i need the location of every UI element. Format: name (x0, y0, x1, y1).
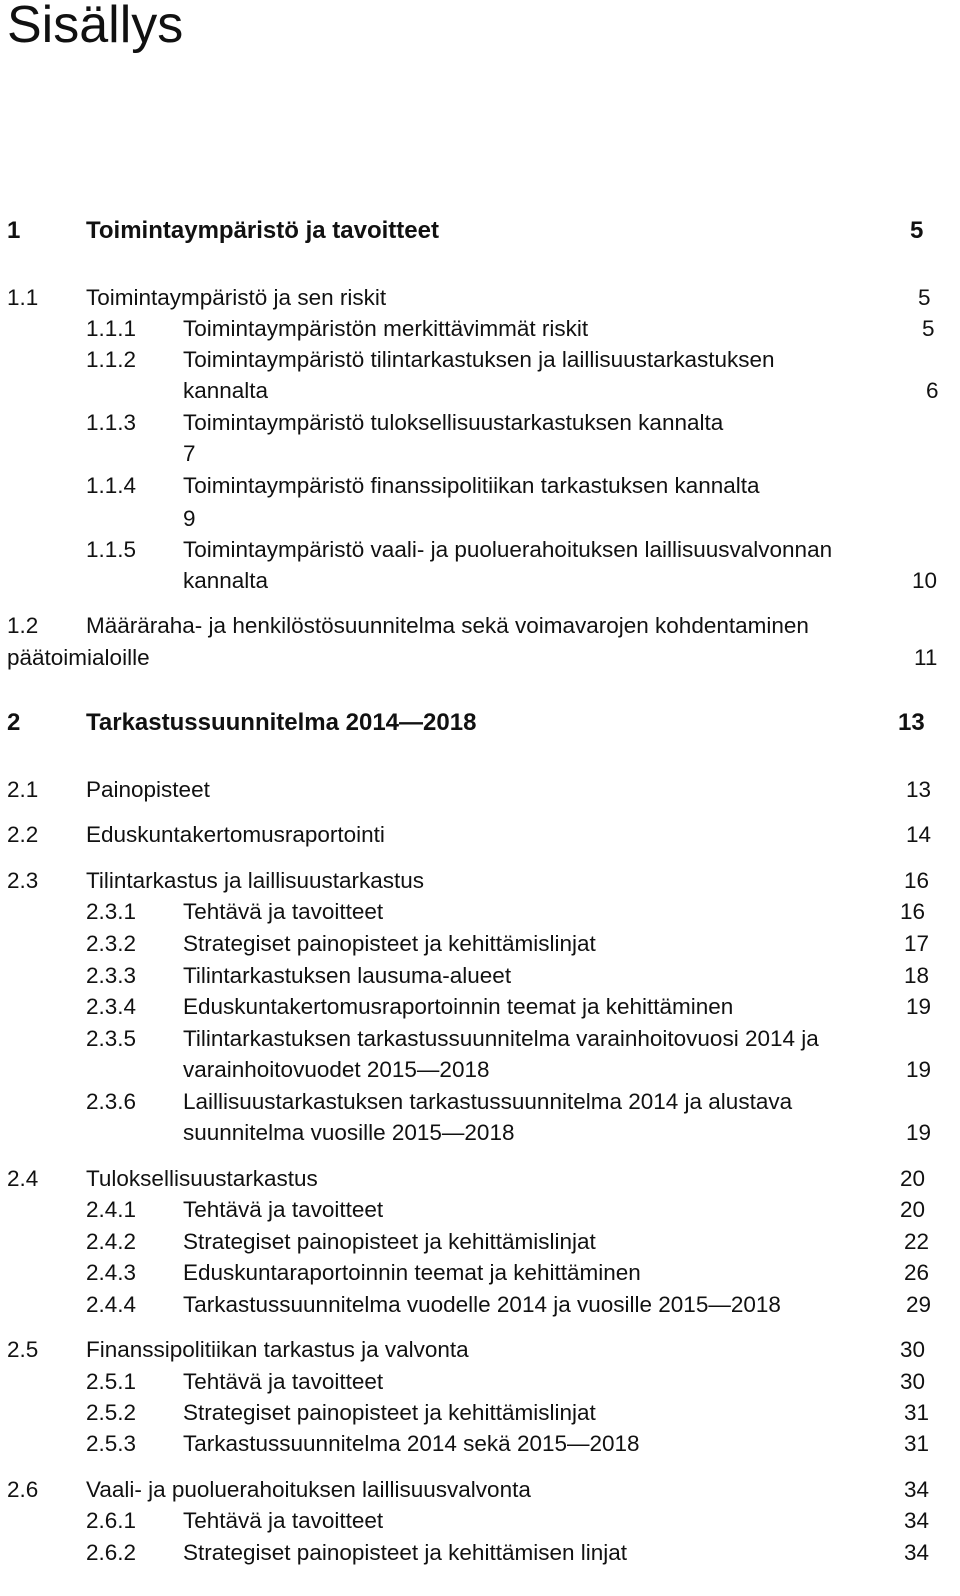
toc-title: Tehtävä ja tavoitteet (183, 1197, 384, 1222)
toc-number: 2.3.2 (86, 931, 137, 956)
toc-title: Toimintaympäristö tilintarkastuksen ja laillisuustarkastuksen (183, 347, 775, 372)
toc-title: Tilintarkastuksen tarkastussuunnitelma varainhoitovuosi 2014 ja (183, 1026, 819, 1051)
toc-title: Tuloksellisuustarkastus (86, 1166, 318, 1191)
toc-page: 31 (904, 1431, 930, 1456)
toc-number: 2.4.4 (86, 1292, 137, 1317)
toc-page: 34 (904, 1477, 930, 1502)
toc-title: Toimintaympäristön merkittävimmät riskit (183, 316, 589, 341)
toc-page: 17 (904, 931, 930, 956)
toc-number: 1.1.4 (86, 473, 137, 498)
toc-title: Strategiset painopisteet ja kehittämislinjat (183, 1229, 596, 1254)
toc-title: Eduskuntakertomusraportoinnin teemat ja kehittäminen (183, 994, 734, 1019)
toc-number: 2.3.3 (86, 963, 137, 988)
toc-page: 29 (906, 1292, 932, 1317)
toc-number: 1.1.3 (86, 410, 137, 435)
page-title: Sisällys (7, 0, 184, 54)
toc-title: Eduskuntaraportoinnin teemat ja kehittäminen (183, 1260, 641, 1285)
toc-title: Tehtävä ja tavoitteet (183, 899, 384, 924)
toc-title: Tarkastussuunnitelma vuodelle 2014 ja vuosille 2015—2018 (183, 1292, 781, 1317)
toc-page: 18 (904, 963, 930, 988)
toc-number: 2.5.2 (86, 1400, 137, 1425)
toc-title-continued: varainhoitovuodet 2015—2018 (183, 1057, 490, 1082)
toc-page: 30 (900, 1337, 926, 1362)
toc-number: 2 (7, 709, 21, 736)
toc-number: 2.3 (7, 868, 39, 893)
toc-number: 2.3.6 (86, 1089, 137, 1114)
toc-title: Tilintarkastus ja laillisuustarkastus (86, 868, 425, 893)
toc-title: Määräraha- ja henkilöstösuunnitelma sekä voimavarojen kohdentaminen (86, 613, 809, 638)
toc-page: 16 (900, 899, 926, 924)
toc-number: 2.4.3 (86, 1260, 137, 1285)
toc-title: Painopisteet (86, 777, 210, 802)
toc-page: 19 (906, 1057, 932, 1082)
toc-title: Tilintarkastuksen lausuma-alueet (183, 963, 512, 988)
toc-page: 9 (183, 506, 196, 531)
toc-title: Toimintaympäristö ja tavoitteet (86, 217, 439, 244)
toc-page: 31 (904, 1400, 930, 1425)
toc-page: 20 (900, 1197, 926, 1222)
toc-page: 7 (183, 441, 196, 466)
toc-number: 1.1.5 (86, 537, 137, 562)
toc-title: Tarkastussuunnitelma 2014 sekä 2015—2018 (183, 1431, 640, 1456)
toc-number: 2.3.1 (86, 899, 137, 924)
toc-number: 2.2 (7, 822, 39, 847)
toc-number: 2.5.3 (86, 1431, 137, 1456)
toc-number: 2.4 (7, 1166, 39, 1191)
toc-page: 11 (914, 645, 938, 670)
toc-page: 5 (918, 285, 931, 310)
toc-number: 2.3.5 (86, 1026, 137, 1051)
toc-page: 19 (906, 994, 932, 1019)
toc-page: 19 (906, 1120, 932, 1145)
toc-title-continued: kannalta (183, 568, 269, 593)
toc-page: 5 (910, 217, 924, 244)
toc-number: 1.2 (7, 613, 39, 638)
toc-number: 2.6 (7, 1477, 39, 1502)
toc-page: 34 (904, 1540, 930, 1565)
toc-page: 10 (912, 568, 938, 593)
toc-title: Toimintaympäristö ja sen riskit (86, 285, 387, 310)
toc-title: Vaali- ja puoluerahoituksen laillisuusvalvonta (86, 1477, 531, 1502)
toc-page: 6 (926, 378, 939, 403)
toc-title: Eduskuntakertomusraportointi (86, 822, 385, 847)
toc-number: 1.1.1 (86, 316, 137, 341)
toc-page: 13 (906, 777, 932, 802)
toc-page: 13 (898, 709, 925, 736)
toc-page: 20 (900, 1166, 926, 1191)
toc-number: 2.4.1 (86, 1197, 137, 1222)
toc-number: 1 (7, 217, 21, 244)
toc-number: 2.6.1 (86, 1508, 137, 1533)
toc-title-continued: kannalta (183, 378, 269, 403)
toc-number: 2.3.4 (86, 994, 137, 1019)
toc-title: Tarkastussuunnitelma 2014—2018 (86, 709, 477, 736)
toc-number: 1.1.2 (86, 347, 137, 372)
toc-title: Toimintaympäristö vaali- ja puoluerahoituksen laillisuusvalvonnan (183, 537, 833, 562)
toc-title-continued: suunnitelma vuosille 2015—2018 (183, 1120, 515, 1145)
toc-title: Strategiset painopisteet ja kehittämisen linjat (183, 1540, 628, 1565)
toc-page: 26 (904, 1260, 930, 1285)
toc-number: 2.5 (7, 1337, 39, 1362)
toc-title: Tehtävä ja tavoitteet (183, 1508, 384, 1533)
toc-page: 16 (904, 868, 930, 893)
toc-page: 34 (904, 1508, 930, 1533)
toc-number: 2.1 (7, 777, 39, 802)
toc-title: Finanssipolitiikan tarkastus ja valvonta (86, 1337, 469, 1362)
toc-title: Strategiset painopisteet ja kehittämislinjat (183, 931, 596, 956)
toc-title: Laillisuustarkastuksen tarkastussuunnitelma 2014 ja alustava (183, 1089, 793, 1114)
toc-page: 14 (906, 822, 932, 847)
toc-title: Strategiset painopisteet ja kehittämislinjat (183, 1400, 596, 1425)
toc-title: Tehtävä ja tavoitteet (183, 1369, 384, 1394)
toc-title: Toimintaympäristö tuloksellisuustarkastuksen kannalta (183, 410, 724, 435)
toc-title-continued: päätoimialoille (7, 645, 150, 670)
toc-number: 2.5.1 (86, 1369, 137, 1394)
toc-number: 2.4.2 (86, 1229, 137, 1254)
toc-title: Toimintaympäristö finanssipolitiikan tarkastuksen kannalta (183, 473, 760, 498)
toc-page: 30 (900, 1369, 926, 1394)
toc-page: 5 (922, 316, 935, 341)
toc-page: 22 (904, 1229, 930, 1254)
toc-number: 2.6.2 (86, 1540, 137, 1565)
toc-number: 1.1 (7, 285, 39, 310)
